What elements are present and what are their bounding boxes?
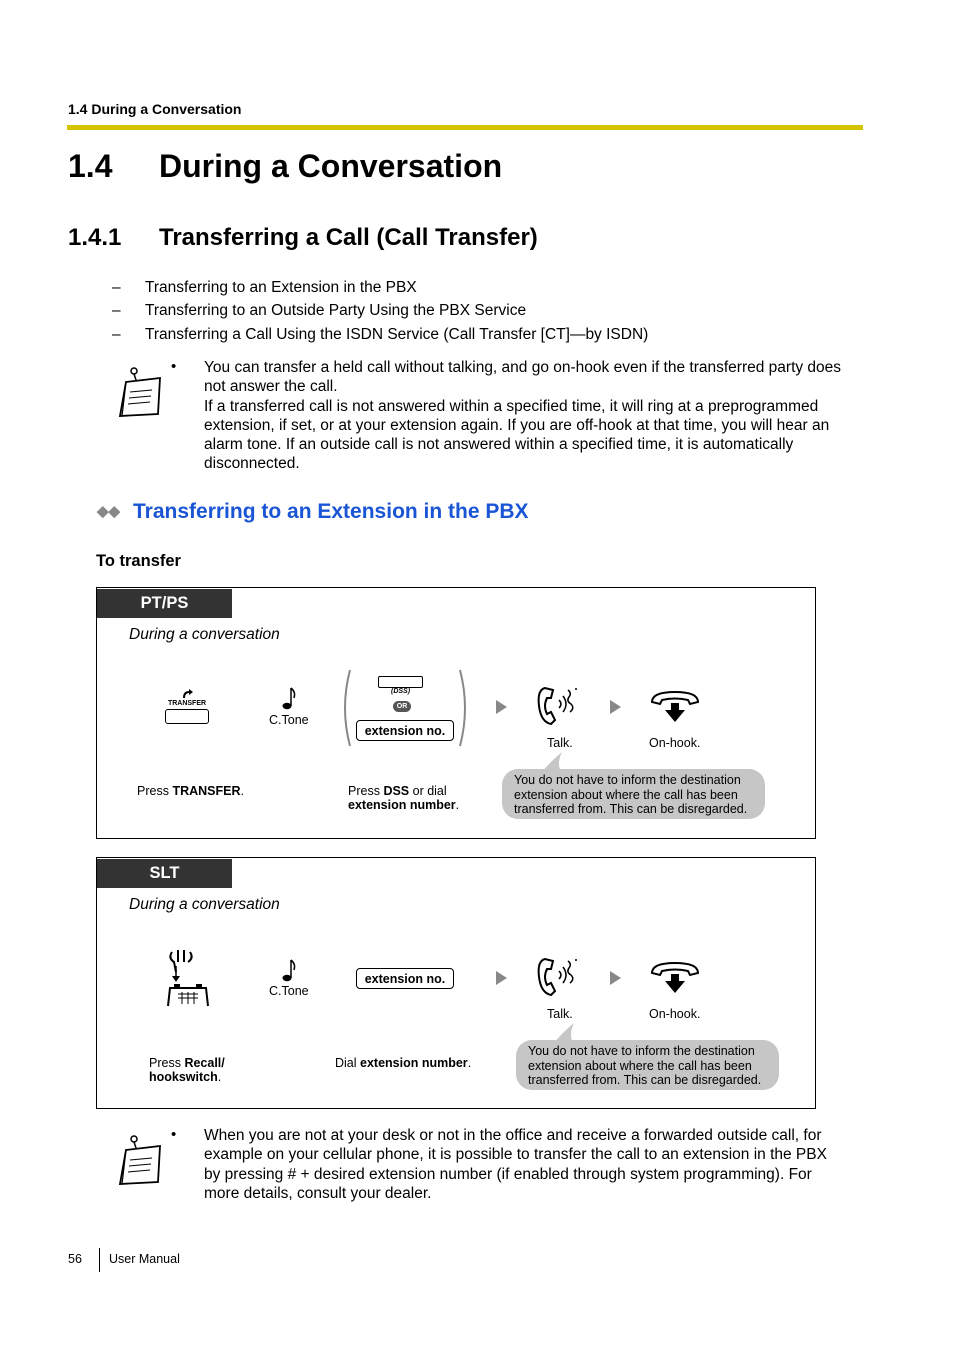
running-head: 1.4 During a Conversation	[68, 101, 242, 117]
subsection-title: Transferring a Call (Call Transfer)	[159, 224, 538, 251]
ptps-tag: PT/PS	[97, 589, 232, 618]
transfer-arrow-icon	[180, 689, 196, 699]
toc-item[interactable]: – Transferring a Call Using the ISDN Service (Call Transfer [CT]—by ISDN)	[112, 326, 649, 343]
ptps-context: During a conversation	[129, 626, 280, 643]
step-arrow-icon	[496, 700, 507, 714]
transfer-key-label: TRANSFER	[167, 700, 207, 707]
step-caption: Dial extension number.	[335, 1056, 472, 1070]
callout-bubble: You do not have to inform the destination extension about where the call has been transferred from. This can be disregarded.	[516, 1040, 779, 1090]
music-note-icon	[280, 686, 298, 712]
music-note-icon	[280, 958, 298, 984]
ctone-label: C.Tone	[269, 713, 309, 727]
subheading-text: Transferring to an Extension in the PBX	[133, 500, 529, 523]
slt-tag: SLT	[97, 859, 232, 888]
talk-label: Talk.	[547, 736, 573, 750]
on-hook-label: On-hook.	[649, 1007, 701, 1021]
step-arrow-icon	[496, 971, 507, 985]
section-number: 1.4	[68, 148, 113, 184]
footer-divider	[99, 1248, 100, 1272]
toc-item-label: Transferring a Call Using the ISDN Service (Call Transfer [CT]—by ISDN)	[145, 326, 649, 343]
step-caption: Press Recall/ hookswitch.	[149, 1056, 225, 1084]
step-arrow-icon	[610, 971, 621, 985]
toc-item[interactable]: – Transferring to an Extension in the PBX	[112, 279, 417, 296]
page-number: 56	[68, 1252, 82, 1266]
diamond-bullets-icon: ◆◆	[97, 503, 121, 520]
extension-number-button[interactable]: extension no.	[356, 968, 454, 989]
step-caption: Press DSS or dial extension number.	[348, 784, 460, 812]
step-caption: Press TRANSFER.	[137, 784, 244, 798]
on-hook-icon	[648, 961, 702, 995]
or-badge: OR	[393, 701, 411, 712]
note-pad-icon	[116, 364, 166, 420]
slt-context: During a conversation	[129, 896, 280, 913]
toc-item-label: Transferring to an Extension in the PBX	[145, 279, 417, 296]
callout-bubble: You do not have to inform the destination extension about where the call has been transferred from. This can be disregarded.	[502, 769, 765, 819]
header-rule	[67, 125, 863, 130]
talk-handset-icon	[535, 955, 583, 999]
talk-label: Talk.	[547, 1007, 573, 1021]
transfer-key[interactable]	[165, 709, 209, 724]
bullet-icon: •	[171, 358, 177, 375]
on-hook-label: On-hook.	[649, 736, 701, 750]
dss-key[interactable]	[378, 676, 423, 688]
footer-label: User Manual	[109, 1252, 180, 1266]
section-heading	[68, 148, 502, 185]
procedure-title: To transfer	[96, 552, 181, 570]
note-text: When you are not at your desk or not in the office and receive a forwarded outside call, for example on your cellular phone, it is possible to transfer the call to an extension in the PBX by pressing # + desired extension number (if enabled through system programming). For more details, consult your dealer.	[204, 1127, 827, 1202]
section-title: During a Conversation	[159, 148, 503, 184]
extension-number-button[interactable]: extension no.	[356, 720, 454, 741]
hookswitch-press-icon	[164, 948, 212, 1008]
subsection-heading	[68, 224, 538, 252]
note-pad-icon	[116, 1132, 166, 1188]
dss-label: (DSS)	[391, 688, 411, 695]
step-arrow-icon	[610, 700, 621, 714]
ctone-label: C.Tone	[269, 984, 309, 998]
talk-handset-icon	[535, 684, 583, 728]
subheading	[97, 500, 529, 524]
note-text: You can transfer a held call without talking, and go on-hook even if the transferred party does not answer the call. If a transferred call is not answered within a specified time, it will ring at a preprogrammed extension, if set, or at your extension again. If you are off-hook at that time, you will hear an alarm tone. If an outside call is not answered within a specified time, it is automatically disconnected.	[204, 359, 842, 473]
on-hook-icon	[648, 690, 702, 724]
bullet-icon: •	[171, 1126, 177, 1143]
subsection-number: 1.4.1	[68, 224, 122, 251]
toc-item[interactable]: – Transferring to an Outside Party Using the PBX Service	[112, 302, 527, 319]
toc-item-label: Transferring to an Outside Party Using the PBX Service	[145, 302, 527, 319]
